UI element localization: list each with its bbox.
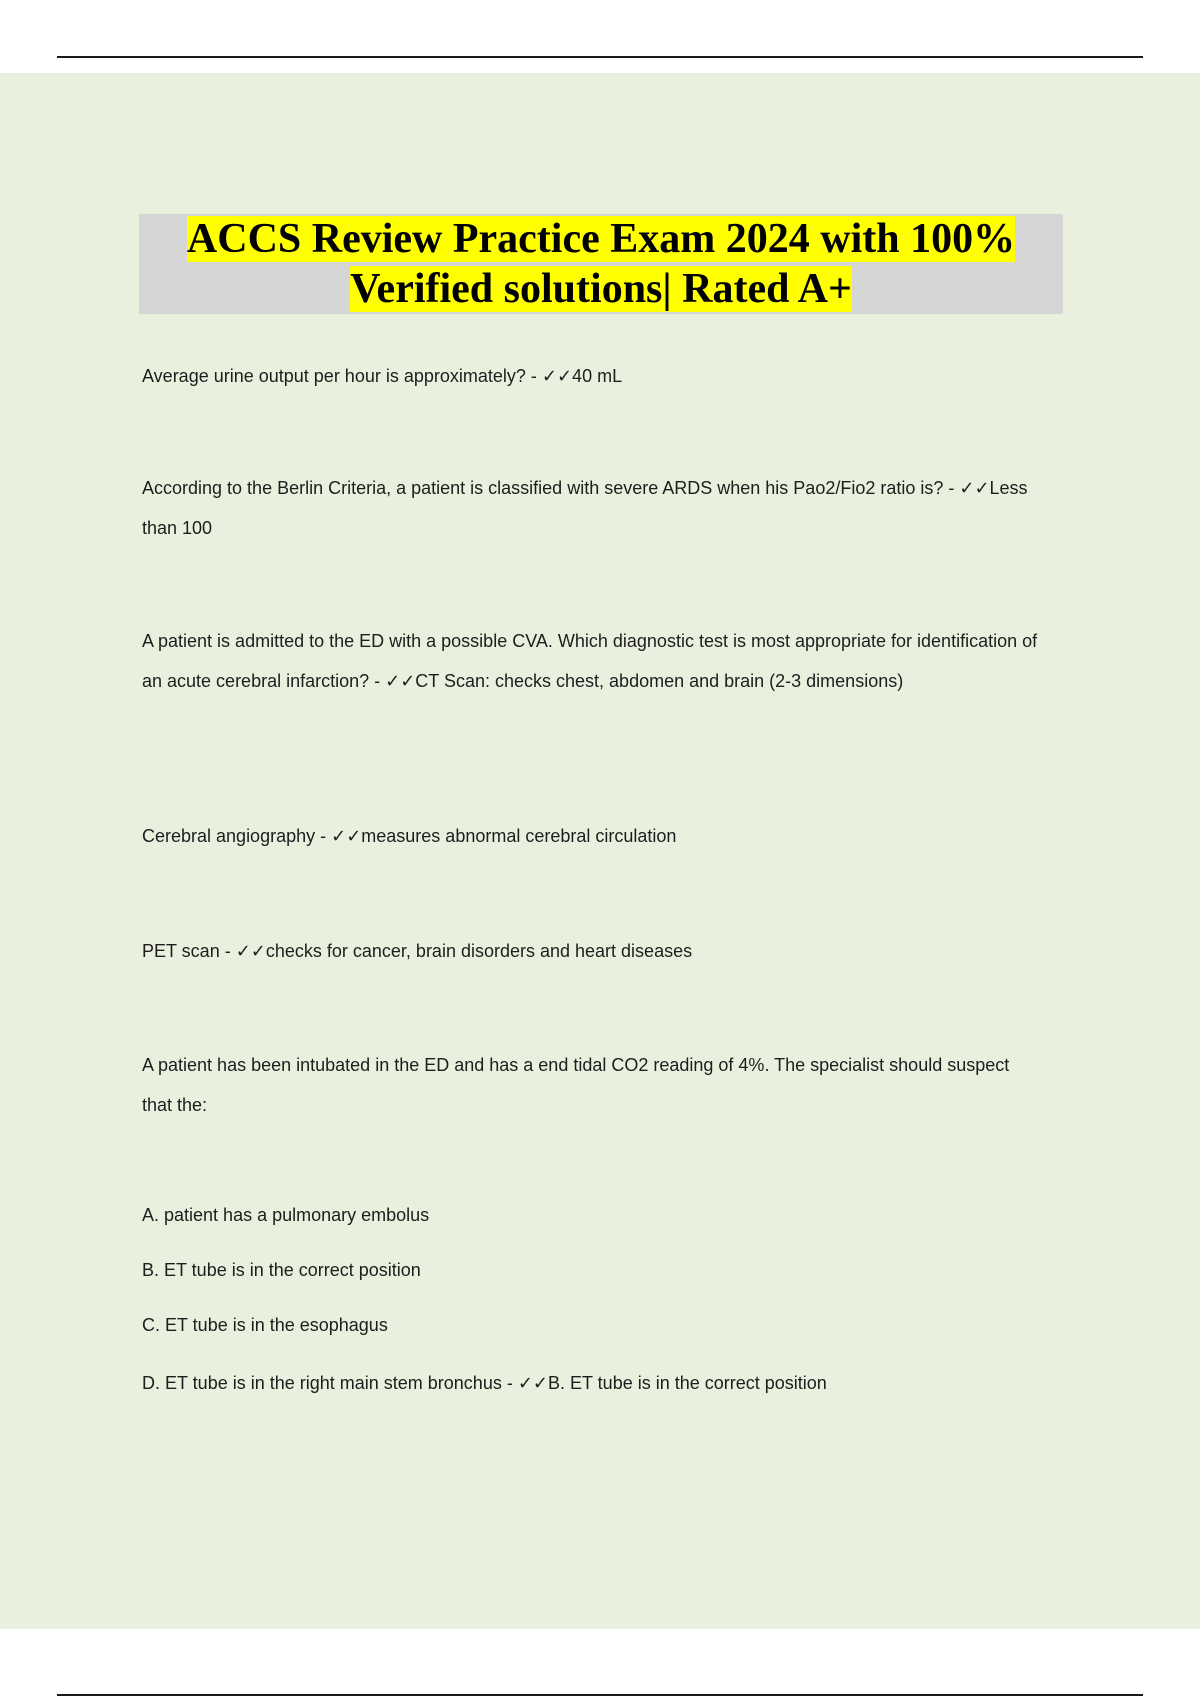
qa-item-pet-scan: PET scan - ✓✓checks for cancer, brain disorders and heart diseases bbox=[142, 941, 693, 961]
title-line-1: ACCS Review Practice Exam 2024 with 100% bbox=[186, 216, 1016, 262]
document-title bbox=[139, 214, 1063, 314]
footer-rule bbox=[57, 1694, 1143, 1696]
option-a: A. patient has a pulmonary embolus bbox=[142, 1205, 430, 1225]
title-line-2: Verified solutions| Rated A+ bbox=[350, 266, 852, 312]
qa-item-etco2-question: A patient has been intubated in the ED and has a end tidal CO2 reading of 4%. The specialist should suspect that the: bbox=[142, 1055, 1010, 1115]
qa-item-berlin-criteria: According to the Berlin Criteria, a patient is classified with severe ARDS when his Pao2/Fio2 ratio is? - ✓✓Less than 100 bbox=[142, 478, 1028, 538]
qa-item-cerebral-angiography: Cerebral angiography - ✓✓measures abnormal cerebral circulation bbox=[142, 826, 677, 846]
option-c: C. ET tube is in the esophagus bbox=[142, 1315, 388, 1335]
option-b: B. ET tube is in the correct position bbox=[142, 1260, 421, 1280]
qa-item-cva-diagnostic: A patient is admitted to the ED with a possible CVA. Which diagnostic test is most appropriate for identification of an acute cerebral infarction? - ✓✓CT Scan: checks chest, abdomen and brain (2-3 dimensions) bbox=[142, 631, 1038, 691]
qa-item-urine-output: Average urine output per hour is approximately? - ✓✓40 mL bbox=[142, 366, 623, 386]
header-rule bbox=[57, 56, 1143, 58]
option-d-answer: D. ET tube is in the right main stem bronchus - ✓✓B. ET tube is in the correct position bbox=[142, 1373, 827, 1393]
